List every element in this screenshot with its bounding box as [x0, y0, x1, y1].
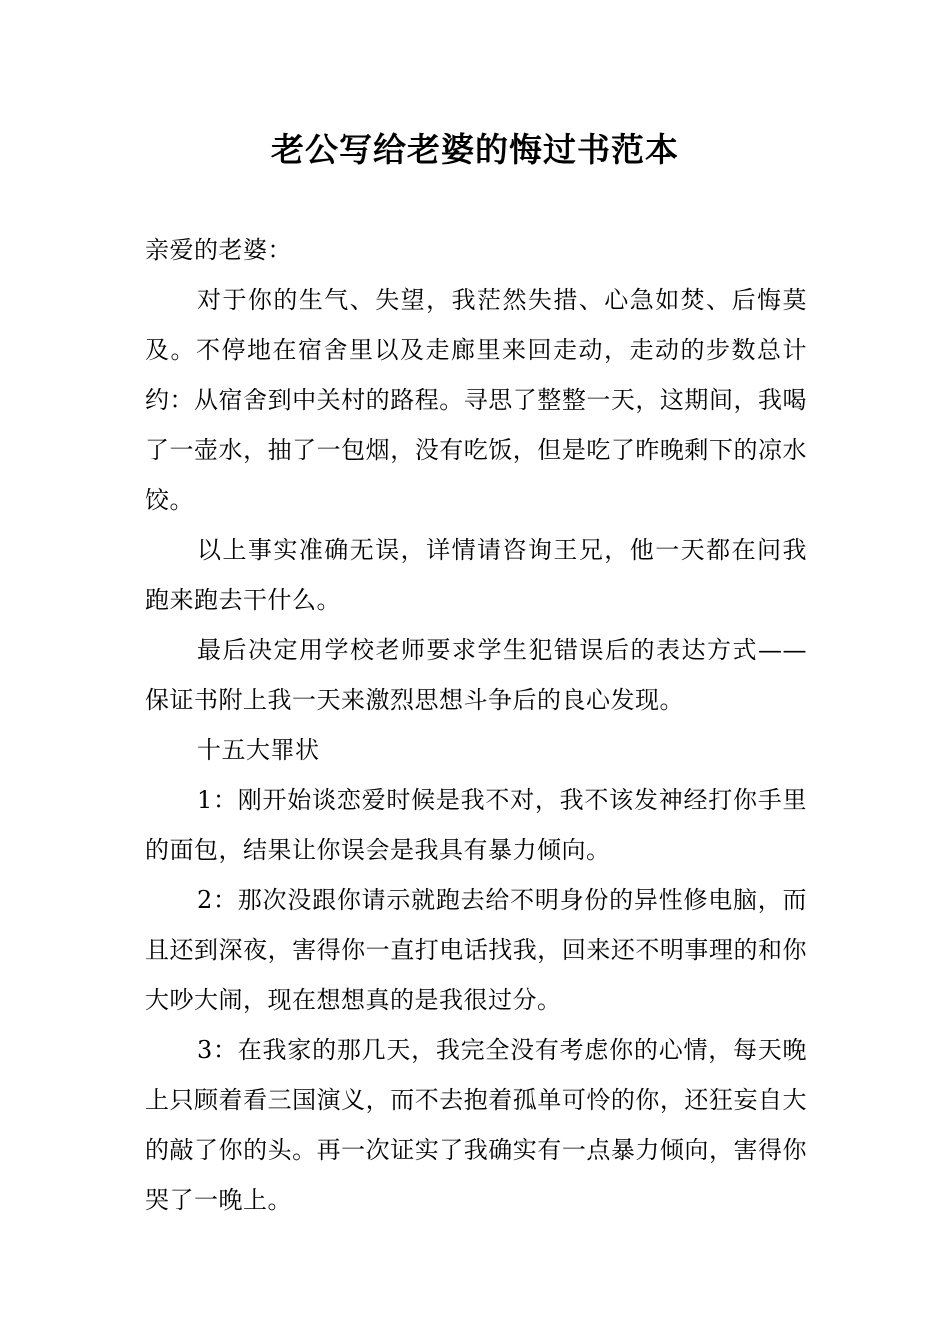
list-item: 2：那次没跟你请示就跑去给不明身份的异性修电脑，而且还到深夜，害得你一直打电话找我，回来还不明事理的和你大吵大闹，现在想想真的是我很过分。	[145, 886, 807, 1014]
paragraph: 最后决定用学校老师要求学生犯错误后的表达方式——保证书附上我一天来激烈思想斗争后的良心发现。	[145, 636, 807, 714]
paragraph: 以上事实准确无误，详情请咨询王兄，他一天都在问我跑来跑去干什么。	[145, 536, 807, 614]
list-item: 1：刚开始谈恋爱时候是我不对，我不该发神经打你手里的面包，结果让你误会是我具有暴力倾向。	[145, 786, 807, 864]
list-item: 3：在我家的那几天，我完全没有考虑你的心情，每天晚上只顾着看三国演义，而不去抱着孤单可怜的你，还狂妄自大的敲了你的头。再一次证实了我确实有一点暴力倾向，害得你哭了一晚上。	[145, 1036, 807, 1214]
section-heading: 十五大罪状	[197, 736, 320, 764]
document-title: 老公写给老婆的悔过书范本	[271, 130, 679, 169]
paragraph: 对于你的生气、失望，我茫然失措、心急如焚、后悔莫及。不停地在宿舍里以及走廊里来回走动，走动的步数总计约：从宿舍到中关村的路程。寻思了整整一天，这期间，我喝了一壶水，抽了一包烟，没有吃饭，但是吃了昨晚剩下的凉水饺。	[145, 286, 807, 514]
salutation: 亲爱的老婆：	[145, 236, 292, 264]
document-body	[145, 225, 807, 1225]
